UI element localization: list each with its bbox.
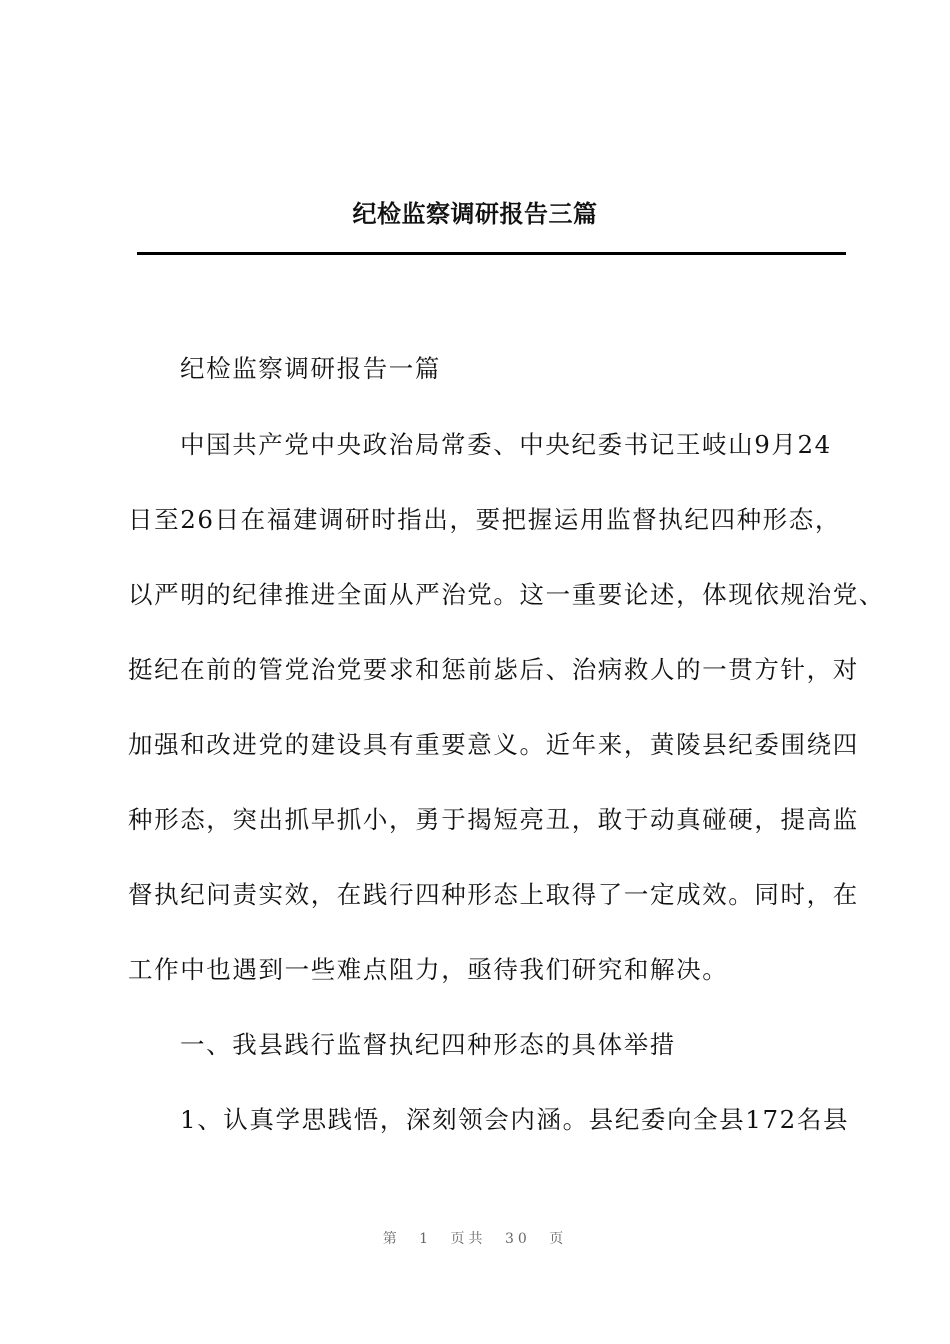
page-number-footer: 第 1 页共 30 页 (382, 1231, 568, 1247)
paragraph-line: 1、认真学思践悟，深刻领会内涵。县纪委向全县172名县 (180, 1105, 850, 1134)
paragraph-line: 加强和改进党的建设具有重要意义。近年来，黄陵县纪委围绕四 (128, 730, 859, 759)
paragraph-line: 日至26日在福建调研时指出，要把握运用监督执纪四种形态， (128, 505, 841, 534)
paragraph-line: 工作中也遇到一些难点阻力，亟待我们研究和解决。 (128, 955, 729, 984)
paragraph-line: 种形态，突出抓早抓小，勇于揭短亮丑，敢于动真碰硬，提高监 (128, 805, 859, 834)
subheading: 一、我县践行监督执纪四种形态的具体举措 (180, 1030, 676, 1059)
paragraph-line: 中国共产党中央政治局常委、中央纪委书记王岐山9月24 (180, 430, 832, 459)
paragraph-line: 督执纪问责实效，在践行四种形态上取得了一定成效。同时，在 (128, 880, 859, 909)
title-underline (137, 252, 846, 255)
paragraph-line: 挺纪在前的管党治党要求和惩前毖后、治病救人的一贯方针，对 (128, 655, 859, 684)
paragraph-line: 以严明的纪律推进全面从严治党。这一重要论述，体现依规治党、 (128, 580, 885, 609)
section-heading-1: 纪检监察调研报告一篇 (180, 354, 441, 383)
document-title: 纪检监察调研报告三篇 (352, 200, 598, 228)
